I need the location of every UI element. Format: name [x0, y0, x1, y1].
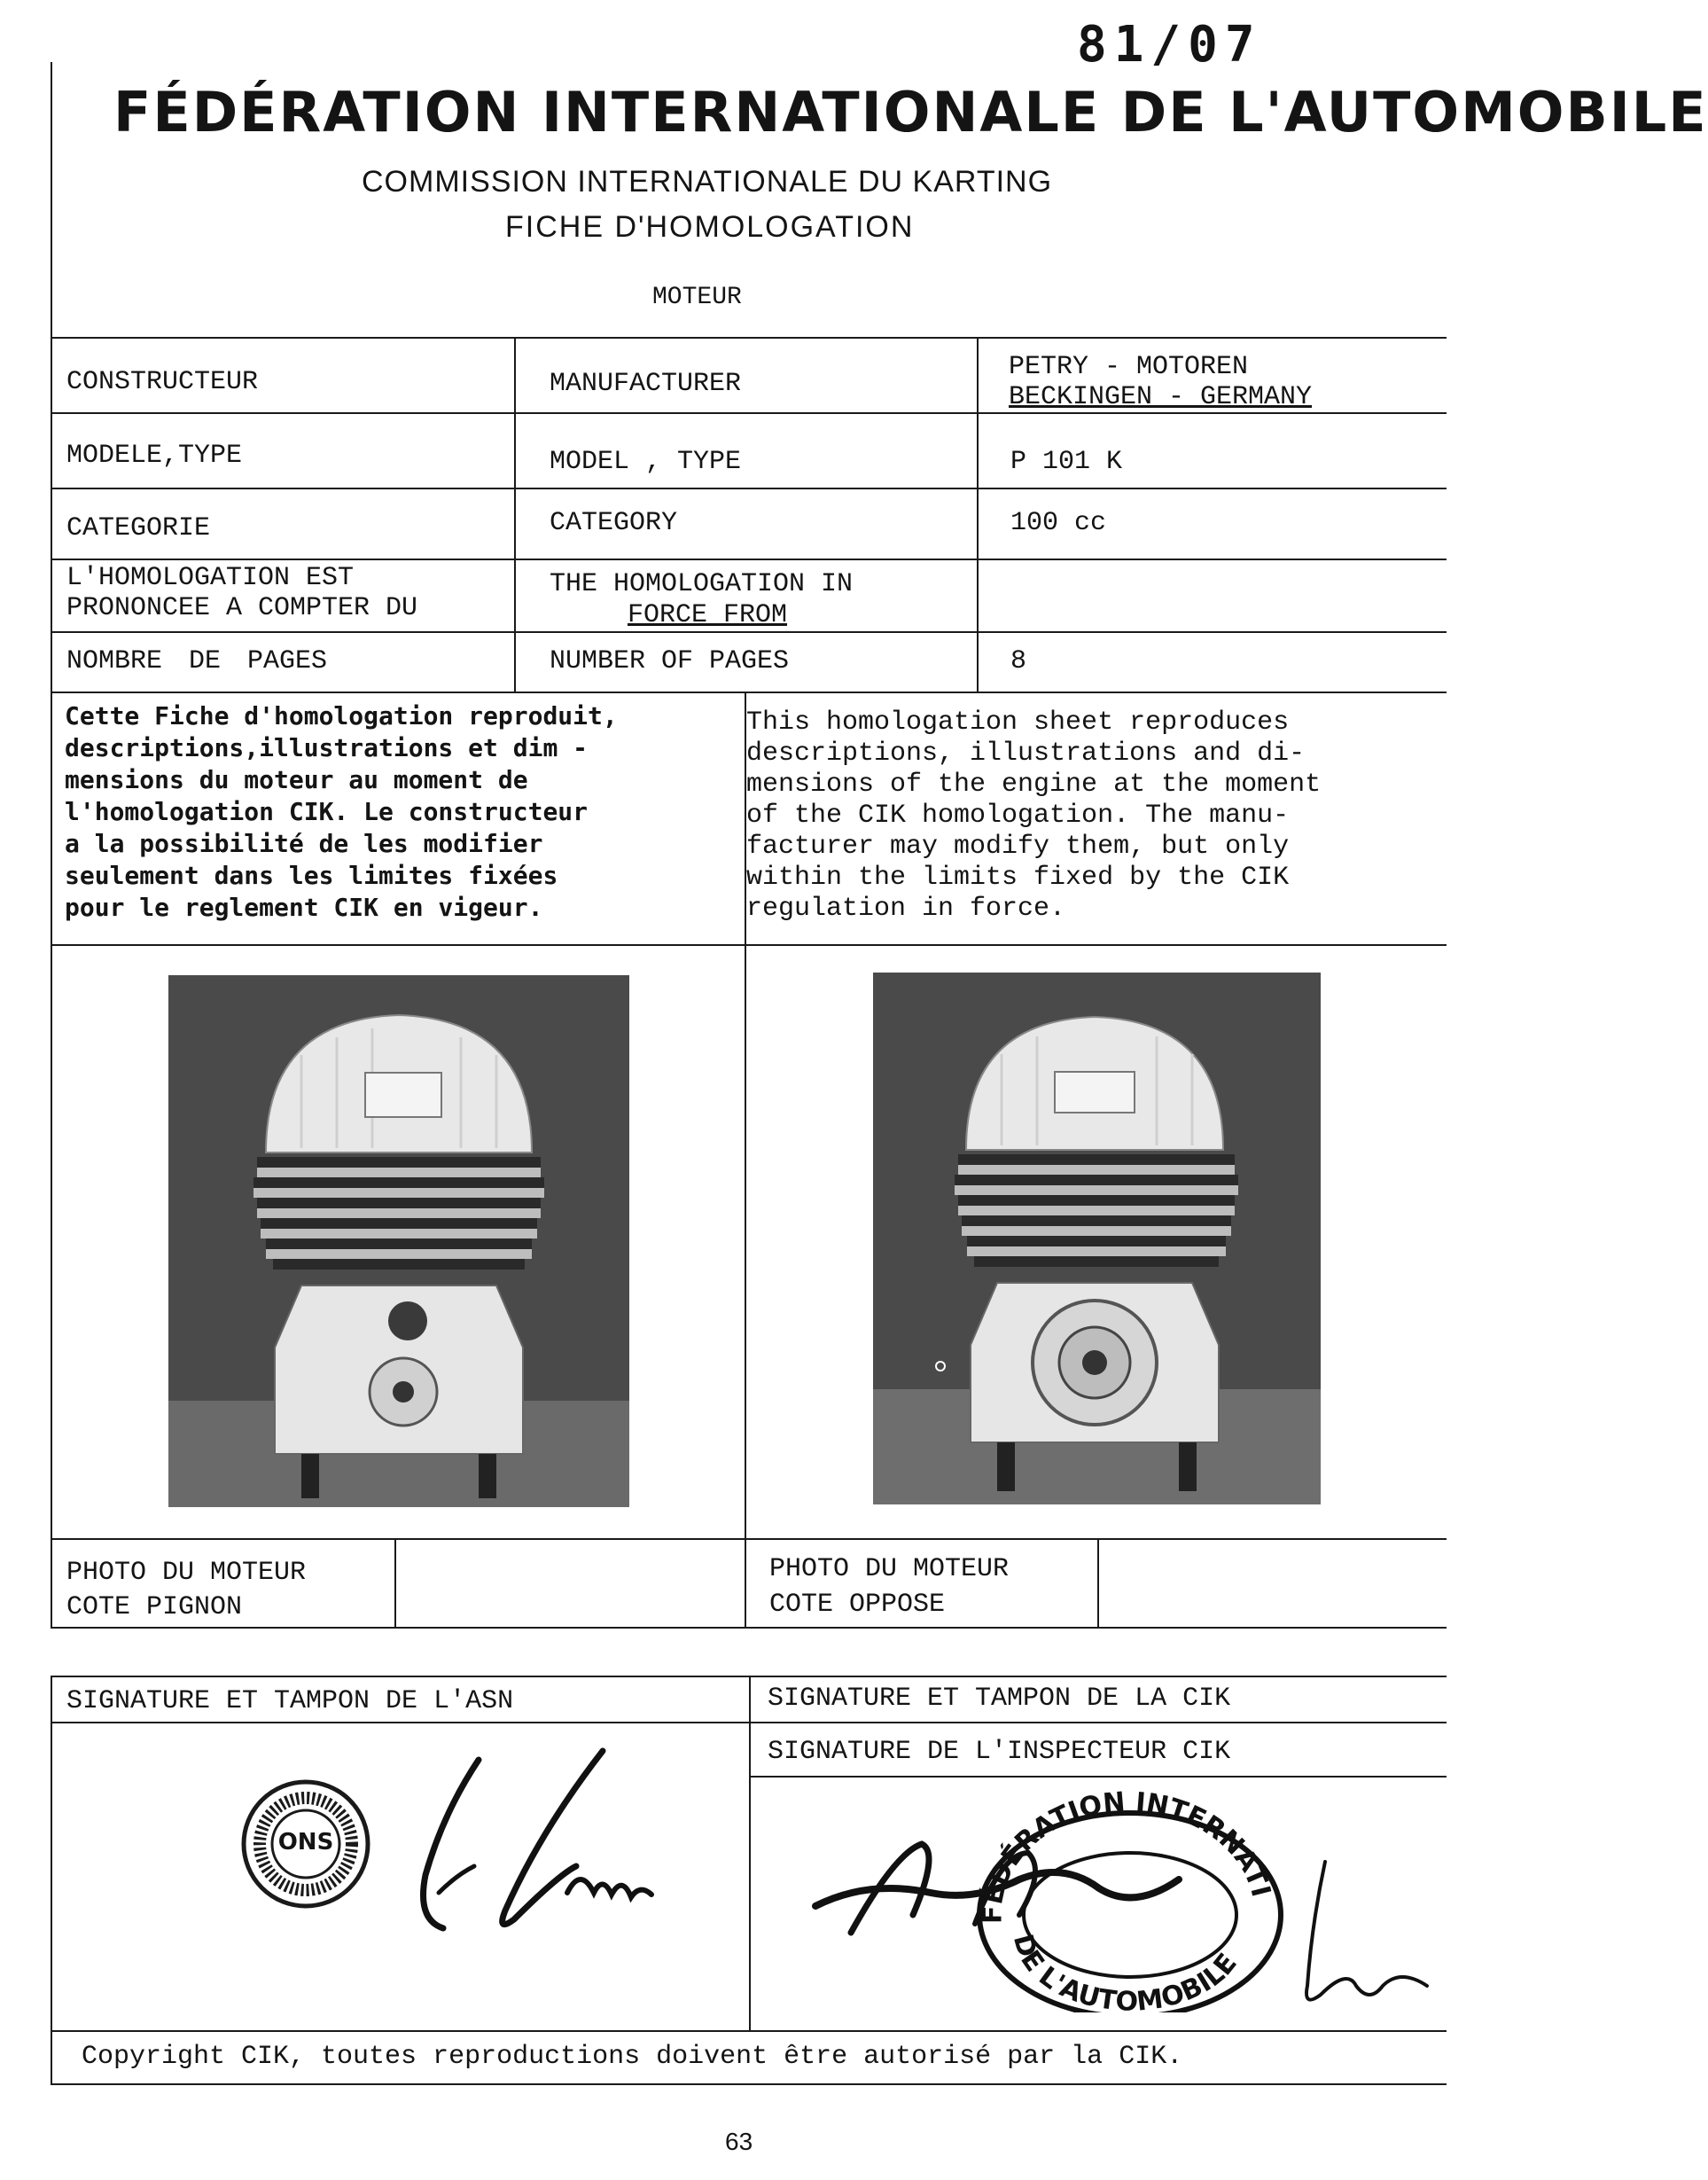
row-homologation-en-1: THE HOMOLOGATION IN	[550, 569, 854, 599]
left-caption-1: PHOTO DU MOTEUR	[66, 1558, 307, 1588]
row-homologation-fr-2: PRONONCEE A COMPTER DU	[66, 593, 418, 623]
copyright-notice: Copyright CIK, toutes reproductions doivent être autorisé par la CIK.	[82, 2042, 1183, 2072]
engine-photo-oppose	[873, 973, 1321, 1504]
asn-signature-label: SIGNATURE ET TAMPON DE L'ASN	[66, 1686, 514, 1716]
row-constructeur-value-2: BECKINGEN - GERMANY	[1009, 382, 1313, 412]
row-model-fr: MODELE,TYPE	[66, 441, 243, 471]
table-rule	[51, 488, 1447, 489]
signature-inspector-rule	[749, 1776, 1447, 1778]
signature-bottom-rule	[51, 2030, 1447, 2032]
row-model-en: MODEL , TYPE	[550, 447, 742, 477]
table-top-rule	[51, 337, 1447, 339]
reference-number: 81/07	[1077, 16, 1262, 74]
table-left-border	[51, 337, 52, 1629]
table-rule	[51, 631, 1447, 633]
asn-handwritten-signature	[390, 1742, 682, 1946]
commission-title: COMMISSION INTERNATIONALE DU KARTING	[362, 165, 1053, 199]
table-rule	[51, 412, 1447, 414]
row-model-value: P 101 K	[1010, 447, 1123, 477]
row-category-en: CATEGORY	[550, 508, 678, 538]
right-caption-1: PHOTO DU MOTEUR	[769, 1554, 1010, 1584]
row-pages-en: NUMBER OF PAGES	[550, 646, 790, 676]
cik-handwritten-signature	[798, 1817, 1205, 1950]
table-col-divider	[977, 337, 979, 692]
left-caption-2: COTE PIGNON	[66, 1592, 243, 1622]
right-caption-2: COTE OPPOSE	[769, 1590, 946, 1620]
fia-stamp-top-text: FÉDÉRATION INTERNATI	[977, 1786, 1277, 1925]
fiche-title: FICHE D'HOMOLOGATION	[505, 210, 915, 244]
caption-bottom-rule	[51, 1627, 1447, 1629]
inspector-handwritten-signature	[1285, 1853, 1436, 2012]
notice-en: This homologation sheet reproduces descriptions, illustrations and di- mensions of the engine at the moment of the CIK homologation. The manu- facturer may modify them, but only within the limits fixed by the CIK regulation in force.	[746, 707, 1322, 924]
engine-photo-pignon	[168, 975, 629, 1507]
row-constructeur-fr: CONSTRUCTEUR	[66, 367, 259, 397]
table-col-divider	[514, 337, 516, 692]
notice-fr: Cette Fiche d'homologation reproduit, descriptions,illustrations et dim - mensions du moteur au moment de l'homologation CIK. Le constructeur a la possibilité de les modifier seulement dans les limites fixées pour le reglement CIK en vigeur.	[65, 701, 618, 922]
fia-stamp-bottom-text: DE L'AUTOMOBILE	[1006, 1931, 1244, 2012]
signature-divider	[749, 1676, 751, 2030]
photo-mark	[935, 1361, 946, 1371]
row-homologation-en-2: FORCE FROM	[628, 600, 788, 630]
caption-divider	[394, 1538, 396, 1627]
inspector-signature-label: SIGNATURE DE L'INSPECTEUR CIK	[768, 1737, 1231, 1767]
ons-stamp-text: ONS	[277, 1829, 334, 1856]
left-margin-rule	[51, 62, 52, 337]
table-rule	[51, 692, 1447, 693]
row-homologation-fr-1: L'HOMOLOGATION EST	[66, 563, 355, 593]
footer-bottom-rule	[51, 2083, 1447, 2085]
section-title: MOTEUR	[652, 284, 742, 311]
row-category-value: 100 cc	[1010, 508, 1107, 538]
row-category-fr: CATEGORIE	[66, 513, 211, 543]
row-constructeur-en: MANUFACTURER	[550, 369, 742, 399]
notice-bottom-rule	[51, 944, 1447, 946]
row-constructeur-value-1: PETRY - MOTOREN	[1009, 352, 1249, 382]
table-rule	[51, 559, 1447, 560]
signature-left-border	[51, 1676, 52, 2085]
caption-divider	[1097, 1538, 1099, 1627]
cik-signature-label: SIGNATURE ET TAMPON DE LA CIK	[768, 1684, 1231, 1714]
federation-title: FÉDÉRATION INTERNATIONALE DE L'AUTOMOBILE	[113, 80, 1708, 145]
caption-top-rule	[51, 1538, 1447, 1540]
row-pages-fr: NOMBRE DE PAGES	[66, 646, 328, 676]
ons-stamp	[239, 1778, 372, 1910]
row-pages-value: 8	[1010, 646, 1027, 676]
page-number: 63	[725, 2128, 753, 2155]
